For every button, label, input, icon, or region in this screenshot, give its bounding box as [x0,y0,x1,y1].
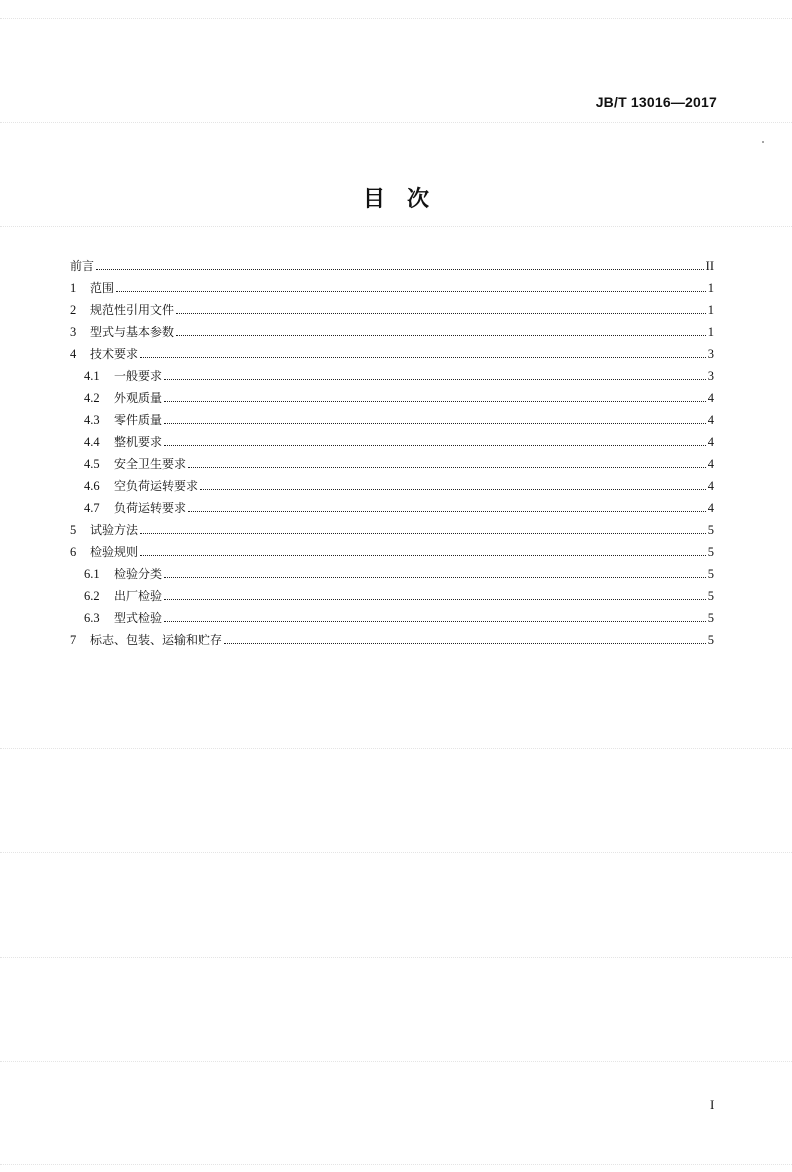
toc-entry-number: 4.2 [84,391,100,405]
toc-entry-number: 6 [70,545,77,559]
toc-entry[interactable] [70,582,714,604]
toc-entry-page: 1 [707,281,714,295]
toc-entry[interactable] [70,516,714,538]
toc-entry-label: 型式检验 [114,611,163,625]
toc-entry-label: 负荷运转要求 [114,501,187,515]
toc-entry-number: 6.1 [84,567,100,581]
toc-entry[interactable] [70,560,714,582]
dot-leader [188,511,706,512]
toc-entry-label: 型式与基本参数 [90,325,175,339]
toc-entry-page: 4 [707,413,714,427]
toc-entry-label: 检验分类 [114,567,163,581]
toc-entry[interactable] [70,472,714,494]
toc-list [70,252,714,648]
scan-speck [762,141,764,143]
toc-entry-page: 4 [707,435,714,449]
toc-entry[interactable] [70,340,714,362]
dot-leader [224,643,706,644]
toc-entry-page: 5 [707,611,714,625]
toc-entry[interactable] [70,450,714,472]
toc-entry-label: 出厂检验 [114,589,163,603]
dot-leader [140,533,706,534]
dot-leader [164,577,706,578]
toc-entry[interactable] [70,494,714,516]
toc-entry-label: 试验方法 [90,523,139,537]
dot-leader [176,313,706,314]
toc-entry-page: 5 [707,523,714,537]
toc-entry-number: 2 [70,303,77,317]
toc-entry-label: 范围 [90,281,115,295]
dot-leader [164,621,706,622]
dot-leader [164,445,706,446]
dot-leader [164,599,706,600]
dot-leader [96,269,704,270]
page-number: I [710,1097,715,1112]
toc-entry[interactable] [70,318,714,340]
toc-entry-label: 零件质量 [114,413,163,427]
toc-entry-page: 5 [707,545,714,559]
toc-entry-page: II [705,259,714,273]
dot-leader [140,555,706,556]
toc-entry-label: 外观质量 [114,391,163,405]
toc-entry-number: 7 [70,633,77,647]
dot-leader [164,401,706,402]
toc-entry-page: 1 [707,303,714,317]
toc-entry-number: 6.3 [84,611,100,625]
toc-entry-number: 4.7 [84,501,100,515]
toc-entry-number: 6.2 [84,589,100,603]
toc-entry[interactable] [70,604,714,626]
toc-entry-label: 安全卫生要求 [114,457,187,471]
toc-entry[interactable] [70,428,714,450]
toc-entry-label: 空负荷运转要求 [114,479,199,493]
toc-entry-label: 检验规则 [90,545,139,559]
toc-entry-label: 标志、包装、运输和贮存 [90,633,223,647]
toc-entry-number: 3 [70,325,77,339]
toc-entry-page: 5 [707,567,714,581]
toc-entry[interactable] [70,538,714,560]
toc-entry-number: 4.5 [84,457,100,471]
toc-entry-page: 1 [707,325,714,339]
dot-leader [164,423,706,424]
standard-code: JB/T 13016—2017 [595,94,717,110]
dot-leader [164,379,706,380]
toc-entry-page: 3 [707,369,714,383]
toc-entry[interactable] [70,362,714,384]
toc-entry-number: 4 [70,347,77,361]
toc-entry-page: 4 [707,479,714,493]
toc-entry-page: 5 [707,589,714,603]
toc-entry-page: 4 [707,391,714,405]
toc-entry[interactable] [70,296,714,318]
dot-leader [200,489,706,490]
toc-entry-label: 规范性引用文件 [90,303,175,317]
toc-entry-number: 1 [70,281,77,295]
toc-entry-label: 前言 [70,259,95,273]
toc-entry-number: 4.6 [84,479,100,493]
toc-entry-label: 技术要求 [90,347,139,361]
toc-entry-page: 4 [707,457,714,471]
toc-entry-label: 整机要求 [114,435,163,449]
toc-entry-label: 一般要求 [114,369,163,383]
toc-entry-page: 4 [707,501,714,515]
toc-entry[interactable] [70,274,714,296]
toc-title: 目 次 [362,187,429,212]
toc-entry[interactable] [70,626,714,648]
toc-entry-page: 3 [707,347,714,361]
toc-entry[interactable] [70,384,714,406]
dot-leader [140,357,706,358]
toc-entry-number: 4.4 [84,435,100,449]
dot-leader [116,291,706,292]
toc-entry[interactable] [70,252,714,274]
toc-entry-page: 5 [707,633,714,647]
toc-entry-number: 4.1 [84,369,100,383]
dot-leader [188,467,706,468]
toc-entry[interactable] [70,406,714,428]
toc-entry-number: 4.3 [84,413,100,427]
dot-leader [176,335,706,336]
toc-entry-number: 5 [70,523,77,537]
